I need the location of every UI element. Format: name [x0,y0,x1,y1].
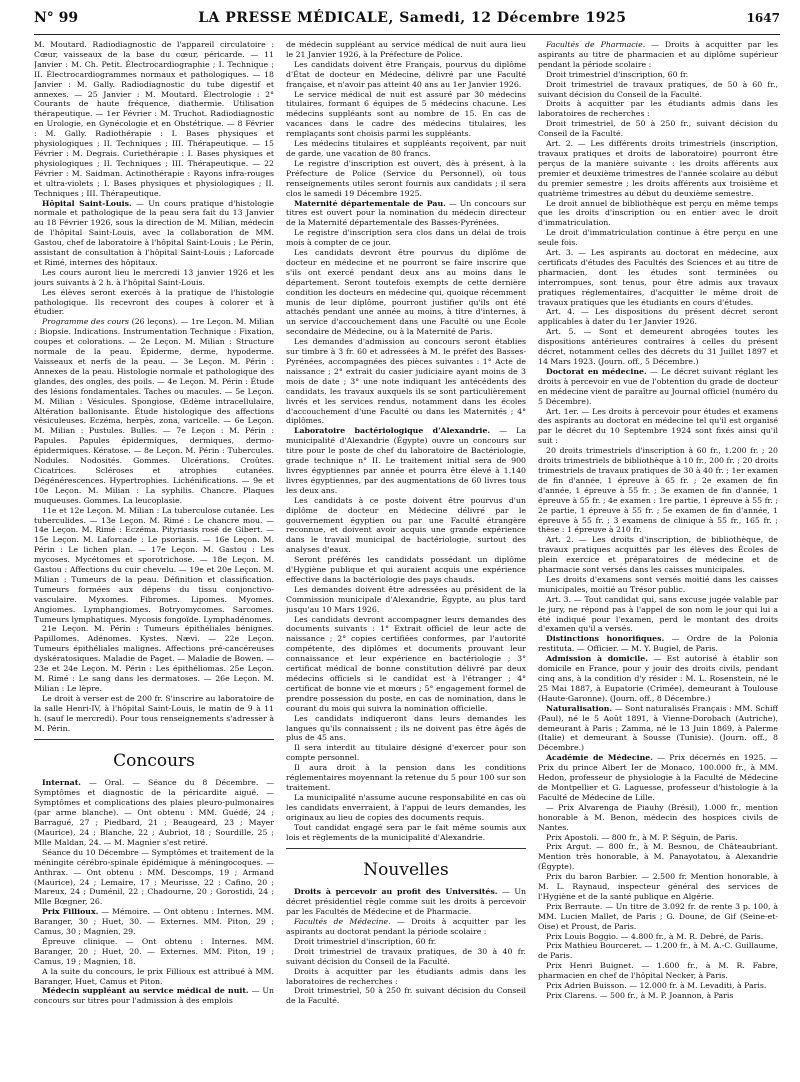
heading: Laboratoire bactériologique d'Alexandrie. [294,426,491,436]
heading: Prix Fillioux. [42,907,99,917]
paragraph-text: — Le décret suivant réglant les droits à percevoir en vue de l'obtention du grade de docteur en médecine vient de paraître au Journal officiel (numéro du 5 Décembre). [538,366,778,406]
paragraph: A la suite du concours, le prix Fillioux est attribué à MM. Baranger, Huet, Camus et Piton. [34,966,274,986]
paragraph: Les demandes doivent être adressées au président de la Commission municipale d'Alexandrie, Égypte, au plus tard jusqu'au 10 Mars 1926. [286,584,526,614]
paragraph [286,199,526,229]
section-title-concours: Concours [113,751,195,772]
paragraph [538,704,778,754]
paragraph: Le registre d'inscription est ouvert, dès à présent, à la Préfecture de Police (Service du Personnel), où tous renseignements utiles seront fournis aux candidats ; il sera clos le samedi 19 Décembre 1925. [286,158,526,198]
paragraph: Le droit annuel de bibliothèque est perçu en même temps que les droits d'inscription ou en entier avec le droit d'immatriculation. [538,198,778,228]
paragraph: 11e et 12e Leçon. M. Milian : La tuberculose cutanée. Les tuberculides. — 13e Leçon. M. Rimé : Le chancre mou. — 14e Leçon. M. Rimé : Eczéma. Pityriasis rosé de Gibert. — 15e Leçon. M. Laforcade : Le psoriasis. — 16e Leçon. M. Périn : Le lichen plan. — 17e Leçon. M. Gastou : Les mycoses. Mycétomes et sporotrichose. — 18e Leçon. M. Gastou : Affections du cuir chevelu. — 19e et 20e Leçon. M. Milian : Tumeurs de la peau. Définition et classification. Tumeurs formées aux dépens du tissu conjonctivo-vasculaire. Myxomes. Fibromes. Lipomes. Myomes. Angiomes. Lymphangiomes. Botryomycomes. Sarcomes. Tumeurs lymphatiques. Mycosis fongoïde. Lymphadénomes. [34,505,274,624]
paragraph: Prix du baron Barbier. — 2.500 fr. Mention honorable, à M. L. Raynaud, inspecteur général des services de l'Hygiène et de la santé publique en Algérie. [538,872,778,901]
heading: Droits à percevoir au profit des Universités. [294,887,498,897]
paragraph: Prix Adrien Buisson. — 12.000 fr. à M. Levaditi, à Paris. [546,981,767,991]
paragraph-text: — Un concours sur titres est ouvert pour la nomination du médecin directeur de la Maternité départementale des Basses-Pyrénées. [286,198,526,228]
paragraph-text: — Mémoire. — Ont obtenu : Internes. MM. Baranger, 30 ; Huet, 30. — Externes. MM. Piton, 29 ; Camus, 30 ; Magnien, 29. [34,907,274,937]
paragraph: de médecin suppléant au service médical de nuit aura lieu le 21 Janvier 1926, à la Préfecture de Police. [286,40,526,59]
page-number: 1647 [746,11,780,25]
paragraph: Prix Argut. — 800 fr., à M. Besnou, de Châteaubriant. Mention très honorable, à M. Panayotatou, à Alexandrie (Égypte). [538,842,778,872]
paragraph: Art. 2. — Les droits d'inscription, de bibliothèque, de travaux pratiques acquittés par les élèves des Écoles de plein exercice et préparatoires de médecine et de pharmacie sont versés dans les caisses municipales. [538,535,778,575]
paragraph-text: — Un concours sur titres pour l'admission à des emplois [34,986,274,1006]
paragraph: Art. 2. — Les différents droits trimestriels (inscription, travaux pratiques et droits de laboratoire) pourront être perçus de la manière suivante : les droits afférents aux premier et deuxième trimestres de l'année scolaire au début du premier semestre ; les droits afférents aux troisième et quatrième trimestres au début du deuxième semestre. [538,139,778,198]
paragraph [34,986,274,1006]
heading: Doctorat en médecine. [546,366,647,376]
issue-number: N° 99 [34,10,79,26]
paragraph [286,887,526,917]
paragraph: Les droits d'examens sont versés moitié dans les caisses municipales, moitié au Trésor public. [538,574,778,594]
paragraph: 21e Leçon. M. Périn : Tumeurs épithéliales bénignes. Papillomes. Adénomes. Kystes. Nævi. — 22e Leçon. Tumeurs épithéliales malignes. Affections pré-cancéreuses dyskératosiques. Maladie de Paget. — Maladie de Bowen. — 23e et 24e Leçon. M. Périn : Les épithéliomas. 25e Leçon. M. Rimé : Le sang dans les dermatoses. — 26e Leçon. M. Milian : Le lèpre. [34,624,274,693]
heading: Naturalisation. [546,703,613,713]
heading: Internat. [42,778,82,788]
paragraph [34,317,274,505]
column-3 [538,40,778,1072]
section-title-nouvelles: Nouvelles [363,860,449,881]
paragraph-text: — Droits à acquitter par les aspirants au titre de pharmacien et au diplôme supérieur pendant la période scolaire : [538,40,778,69]
paragraph: Épreuve clinique. — Ont obtenu : Internes. MM. Baranger, 20 ; Huet, 20. — Externes. MM. Piton, 19 ; Camus, 19 ; Magnien, 18. [34,936,274,966]
paragraph: Droits à acquitter par les étudiants admis dans les laboratoires de recherches : [538,99,778,119]
paragraph-text: — Un décret présidentiel règle comme suit les droits à percevoir par les Facultés de Médecine et de Pharmacie. [286,887,526,917]
paragraph: Les médecins titulaires et suppléants reçoivent, par nuit de garde, une vacation de 80 francs. [286,139,526,158]
paragraph [538,40,778,70]
paragraph: M. Moutard. Radiodiagnostic de l'appareil circulatoire : Cœur, vaisseaux de la base du cœur, péricarde. — 11 Janvier : M. Ch. Petit. Électrocardiographie ; I. Technique ; II. Électrocardiogrammes normaux et pathologiques. — 18 Janvier : M. Gally. Radiodiagnostic du tube digestif et annexes. — 25 Janvier : M. Moutard. Électrologie : 2° Courants de haute fréquence, diathermie. Utilisation thérapeutique. — 1er Février : M. Truchot. Radiodiagnostic en Urologie, en Gynécologie et en Obstétrique. — 8 Février : M. Gally. Radiothérapie : I. Bases physiques et physiologiques ; II. Techniques ; III. Thérapeutique. — 15 Février : M. Degrais. Curiethérapie : I. Bases physiques et physiologiques ; II. Techniques ; III. Thérapeutique. — 22 Février : M. Saidman. Actinothérapie : Rayons infra-rouges et ultra-violets ; I. Bases physiques et physiologiques ; II. Techniques ; III. Thérapeutique. [34,40,274,198]
paragraph: Art. 5. — Sont et demeurent abrogées toutes les dispositions antérieures contraires à celles du présent décret, notamment celles des décrets du 31 Juillet 1897 et 14 Mars 1923. (Journ. off., 5 Décembre.) [538,327,778,366]
heading: Distinctions honorifiques. [546,634,665,644]
paragraph-text: (26 leçons). — 1re Leçon. M. Milian : Biopsie. Indications. Instrumentation Technique : Fixation, coupes et colorations. — 2e Leçon. M. Milian : Structure normale de la peau. Épiderme, derme, hypoderme. Vaisseaux et nerfs de la peau. — 3e Leçon. M. Périn : Annexes de la peau. Histologie normale et pathologique des glandes, des ongles, des poils. — 4e Leçon. M. Périn : Étude des lésions fondamentales. Taches ou macules. — 5e Leçon. M. Milian : Vésicules. Spongiose, Œdème intracellulaire, Altération ballonisante. Étude histologique des affections vésiculeuses. Eczéma, herpès, zona, varicelle. — 6e Leçon. M. Milian : Pustules. Bulles. — 7e Leçon : M. Périn : Papules. Papules épidermiques, dermiques, dermo-épidermiques. Kératose. — 8e Leçon. M. Périn : Tubercules. Nodules. Nodosités. Gommes. Ulcérations. Croûtes. Cicatrices. Scléroses et atrophies cutanées. Dégénérescences. Hypertrophies. Lichénifications. — 9e et 10e Leçon. M. Milian : La syphilis. Chancre. Plaques muqueuses. Gommes. La leucoplasie. [34,317,274,505]
paragraph [538,634,778,654]
paragraph: Prix Henri Buignet. — 1.600 fr., à M. R. Fabre, pharmacien en chef de l'hôpital Necker, à Paris. [538,961,778,981]
paragraph-text: — Un cours pratique d'histologie normale et pathologique de la peau sera fait du 13 Janvier au 18 Février 1926, sous la direction de M. Milian, médecin de l'hôpital Saint-Louis, avec la collaboration de MM. Gastou, chef de laboratoire à l'hôpital Saint-Louis ; Le Périn, assistant de consultation à l'hôpital Saint-Louis ; Laforcade et Rimé, internes des hôpitaux. [34,198,274,267]
heading: Maternité départementale de Pau. [294,198,446,208]
paragraph: Art. 1er. — Les droits à percevoir pour études et examens des aspirants au doctorat en médecine tel qu'il est organisé par le décret du 10 Septembre 1924 sont fixés ainsi qu'il suit : [538,406,778,446]
paragraph-text: — Est autorisé à établir son domicile en France, pour y jouir des droits civils, pendant cinq ans, à la condition d'y résider : M. L. Rosenstein, né le 25 Mai 1887, à Eupatorie (Crimée), demeurant à Toulouse (Haute-Garonne). (Journ. off., 8 Décembre.) [538,654,778,703]
columns [34,40,780,1072]
paragraph [34,199,274,268]
paragraph: 20 droits trimestriels d'inscription à 60 fr., 1.200 fr. ; 20 droits trimestriels de bibliothèque à 10 fr., 200 fr. ; 20 droits trimestriels de travaux pratiques de 30 à 40 fr. ; 1er examen de fin d'année, 1 épreuve à 65 fr. ; 2e examen de fin d'année, 1 épreuve à 55 fr. ; 3e examen de fin d'année, 1 épreuve à 55 fr. ; 4e examen : 1re partie, 1 épreuve à 55 fr. ; 2e partie, 1 épreuve à 55 fr. ; 5e examen de fin d'année, 1 épreuve à 55 fr. ; 3 examens de clinique à 55 fr., 165 fr. ; thèse : 1 épreuve à 210 fr. [538,446,778,535]
section-divider [34,739,274,740]
paragraph [34,907,274,937]
paragraph-text: — Sont naturalisés Français : MM. Schiff (Paul), né le 5 Août 1891, à Vienne-Dorobach (Autriche), demeurant à Paris ; Zamma, né le 13 Juin 1869, à Palerme (Italie) et demeurant à Sousse (Tunisie). (Journ. off., 8 Décembre.) [538,703,778,753]
paragraph [538,654,778,704]
paragraph: Le droit d'immatriculation continue à être perçu en une seule fois. [538,228,778,248]
journal-title: LA PRESSE MÉDICALE, Samedi, 12 Décembre 1925 [198,10,627,26]
paragraph: Droit trimestriel, 50 à 250 fr. suivant décision du Conseil de la Faculté. [286,986,526,1006]
paragraph: Droit trimestriel d'inscription, 60 fr. [294,936,437,946]
paragraph [538,753,778,803]
paragraph: Droit trimestriel, de 50 à 250 fr., suivant décision du Conseil de la Faculté. [538,119,778,139]
paragraph [286,917,526,937]
heading: Médecin suppléant au service médical de nuit. [42,986,249,996]
paragraph: Les candidats doivent être Français, pourvus du diplôme d'État de docteur en Médecine, délivré par une Faculté française, et n'avoir pas atteint 40 ans au 1er Janvier 1926. [286,59,526,89]
paragraph: Prix Louis Boggio. — 4.800 fr., à M. R. Debré, de Paris. [546,931,764,941]
paragraph: Les cours auront lieu le mercredi 13 janvier 1926 et les jours suivants à 2 h. à l'hôpital Saint-Louis. [34,267,274,287]
paragraph: Il aura droit à la pension dans les conditions réglementaires moyennant la retenue du 5 pour 100 sur son traitement. [286,763,526,792]
paragraph [538,367,778,407]
header-rule [34,34,780,35]
paragraph: Tout candidat engagé sera par le fait même soumis aux lois et règlements de la municipalité d'Alexandrie. [286,822,526,842]
paragraph: Il sera interdit au titulaire désigné d'exercer pour son compte personnel. [286,743,526,763]
paragraph-text: — Oral. — Séance du 8 Décembre. — Symptômes et diagnostic de la péricardite aiguë. — Symptômes et complications des plaies pleuro-pulmonaires (par arme blanche). — Ont obtenu : MM. Guédé, 24 ; Barragué, 27 ; Piedbard, 21 ; Beaugeard, 23 ; Mayer (Maurice), 24 ; Blanche, 22 ; Aubriot, 18 ; Sourdille, 25 ; Mlle Maldan, 24. — M. Magnier s'est retiré. [34,778,274,847]
paragraph: Séance du 10 Décembre — Symptômes et traitement de la méningite cérébro-spinale épidémique à méningocoques. — Anthrax. — Ont obtenu : MM. Descomps, 19 ; Armand (Maurice), 24 ; Lemaire, 17 ; Meurisse, 22 ; Cafino, 20 ; Mareux, 24 ; Duménil, 22 ; Chadourne, 20 ; Gorostidi, 24 ; Mlle Bœgner, 26. [34,847,274,907]
paragraph: Droit trimestriel d'inscription, 60 fr. [546,69,689,79]
paragraph: Droits à acquitter par les étudiants admis dans les laboratoires de recherches : [286,966,526,986]
paragraph: Art. 3. — Tout candidat qui, sans excuse jugée valable par le jury, ne répond pas à l'appel de son nom le jour qui lui a été indiqué pour l'examen, perd le montant des droits d'examen qu'il a versés. [538,594,778,634]
paragraph: Le registre d'inscription sera clos dans un délai de trois mois à compter de ce jour. [286,228,526,248]
paragraph: Art. 4. — Les dispositions du présent décret seront applicables à dater du 1er Janvier 1926. [538,307,778,327]
paragraph: Prix Berraute. — Un titre de 3.092 fr. de rente 3 p. 100, à MM. Lucien Mallet, de Paris ; G. Doune, de Gif (Seine-et-Oise) et Proust, de Paris. [538,901,778,931]
label: Programme des cours [42,317,130,327]
paragraph: Seront préférés les candidats possédant un diplôme d'Hygiène publique et qui auraient acquis une expérience effective dans la bactériologie des pays chauds. [286,555,526,584]
paragraph-text: — La municipalité d'Alexandrie (Égypte) ouvre un concours sur titre pour le poste de chef du laboratoire de Bactériologie, grade technique n° II. Le traitement initial sera de 900 livres égyptiennes par année et pourra être élevé à 1.140 livres égyptiennes, par des augmentations de 60 livres tous les deux ans. [286,426,526,495]
paragraph-text: — Prix décernés en 1925. — Prix du prince Albert Ier de Monaco, 100.000 fr., à MM. Hedon, professeur de physiologie à la Faculté de Médecine de Montpellier et G. Laguesse, professeur d'histologie à la Faculté de Médecine de Lille. [538,753,778,802]
paragraph: Art. 3. — Les aspirants au doctorat en médecine, aux certificats d'études des Facultés des Sciences et au titre de pharmacien, dont les études sont terminées ou interrompues, sont tenus, pour être admis aux travaux pratiques réglementaires, d'acquitter le même droit de travaux pratiques que les étudiants en cours d'études. [538,248,778,307]
label: Facultés de Médecine. [294,917,391,927]
paragraph: La municipalité n'assume aucune responsabilité en cas où les candidats enverraient, à l'appui de leurs demandes, les originaux au lieu de copies des documents requis. [286,792,526,822]
paragraph: Les candidats devront accompagner leurs demandes des documents suivants : 1° Extrait officiel de leur acte de naissance ; 2° copies certifiées conformes, par l'autorité compétente, des diplômes et documents prouvant leur connaissance et leur expérience en bactériologie ; 3° certificat médical de bonne constitution délivré par deux médecins officiels si le candidat est à l'étranger ; 4° certificat de bonne vie et mœurs ; 5° engagement formel de prendre possession du poste, en cas de nomination, dans le courant du mois qui suivra la nomination officielle. [286,614,526,713]
paragraph: — Prix Alvarenga de Piauhy (Brésil), 1.000 fr., mention honorable à M. Benon, médecin des hospices civils de Nantes. [538,802,778,832]
paragraph: Les candidats à ce poste doivent être pourvus d'un diplôme de docteur en Médecine délivré par le gouvernement égyptien ou par une Faculté étrangère reconnue, et doivent avoir acquis une grande expérience dans le travail municipal de bactériologie, surtout des analyses d'eaux. [286,495,526,555]
label: Facultés de Pharmacie. [546,40,646,49]
paragraph: Les candidats indiqueront dans leurs demandes les langues qu'ils connaissent ; ils ne doivent pas être âgés de plus de 45 ans. [286,713,526,743]
paragraph: Prix Mathieu Bourceret. — 1.200 fr., à M. A.-C. Guillaume, de Paris. [538,941,778,961]
column-1 [34,40,274,1072]
paragraph: Prix Clarens. — 500 fr., à M. P. Joannon, à Paris [546,991,734,1000]
paragraph: Le service médical de nuit est assuré par 30 médecins titulaires, formant 6 équipes de 5 médecins chacune. Les médecins suppléants sont au nombre de 15. En cas de vacances dans le cadre des médecins titulaires, les remplaçants sont choisis parmi les suppléants. [286,89,526,139]
heading: Hôpital Saint-Louis. [42,198,132,208]
paragraph: Le droit à verser est de 200 fr. S'inscrire au laboratoire de la salle Henri-IV, à l'hôpital Saint-Louis, le matin de 9 à 11 h. (sauf le mercredi). Pour tous renseignements s'adresser à M. Périn. [34,693,274,733]
paragraph: Droit trimestriel de travaux pratiques, de 50 à 60 fr., suivant décision du Conseil de la Faculté. [538,79,778,99]
paragraph: Prix Apostoli. — 800 fr., à M. P. Séguin, de Paris. [546,832,738,842]
paragraph-text: — Ordre de la Polonia restituta. — Officier. — M. Y. Bugiel, de Paris. [538,634,778,654]
page-header [34,10,780,32]
paragraph [286,426,526,495]
paragraph [34,778,274,847]
paragraph: Les élèves seront exercés à la pratique de l'histologie pathologique. Ils recevront des coupes à colorer et à étudier. [34,287,274,317]
paragraph: Droit trimestriel de travaux pratiques, de 30 à 40 fr. suivant décision du Conseil de la Faculté. [286,946,526,966]
heading: Admission à domicile. [546,654,648,664]
column-2 [286,40,526,1072]
heading: Académie de Médecine. [546,753,653,763]
section-divider [286,848,526,849]
paragraph-text: — Droits à acquitter par les aspirants au doctorat pendant la période scolaire : [286,917,526,937]
paragraph: Les candidats devront être pourvus du diplôme de docteur en médecine et ne pourront se faire inscrire que s'ils ont exercé pendant deux ans au moins dans le département. Seront toutefois exempts de cette dernière condition les docteurs en médecine qui, quoique récemment munis de leur diplôme, pourront justifier qu'ils ont été attachés pendant une année au moins, à titre d'internes, à un service d'accouchement dans une Faculté ou une École secondaire de Médecine, ou à la Maternité de Paris. [286,248,526,337]
paragraph: Les demandes d'admission au concours seront établies sur timbre à 3 fr. 60 et adressées à M. le préfet des Basses-Pyrénées, accompagnées des pièces suivantes : 1° Acte de naissance ; 2° extrait du casier judiciaire ayant moins de 3 mois de date ; 3° une note indiquant les antécédents des candidats, les travaux auxquels ils se sont particulièrement livrés et les services rendus, notamment dans les écoles d'accouchement d'une Faculté ou dans les Maternités ; 4° diplômes. [286,337,526,426]
